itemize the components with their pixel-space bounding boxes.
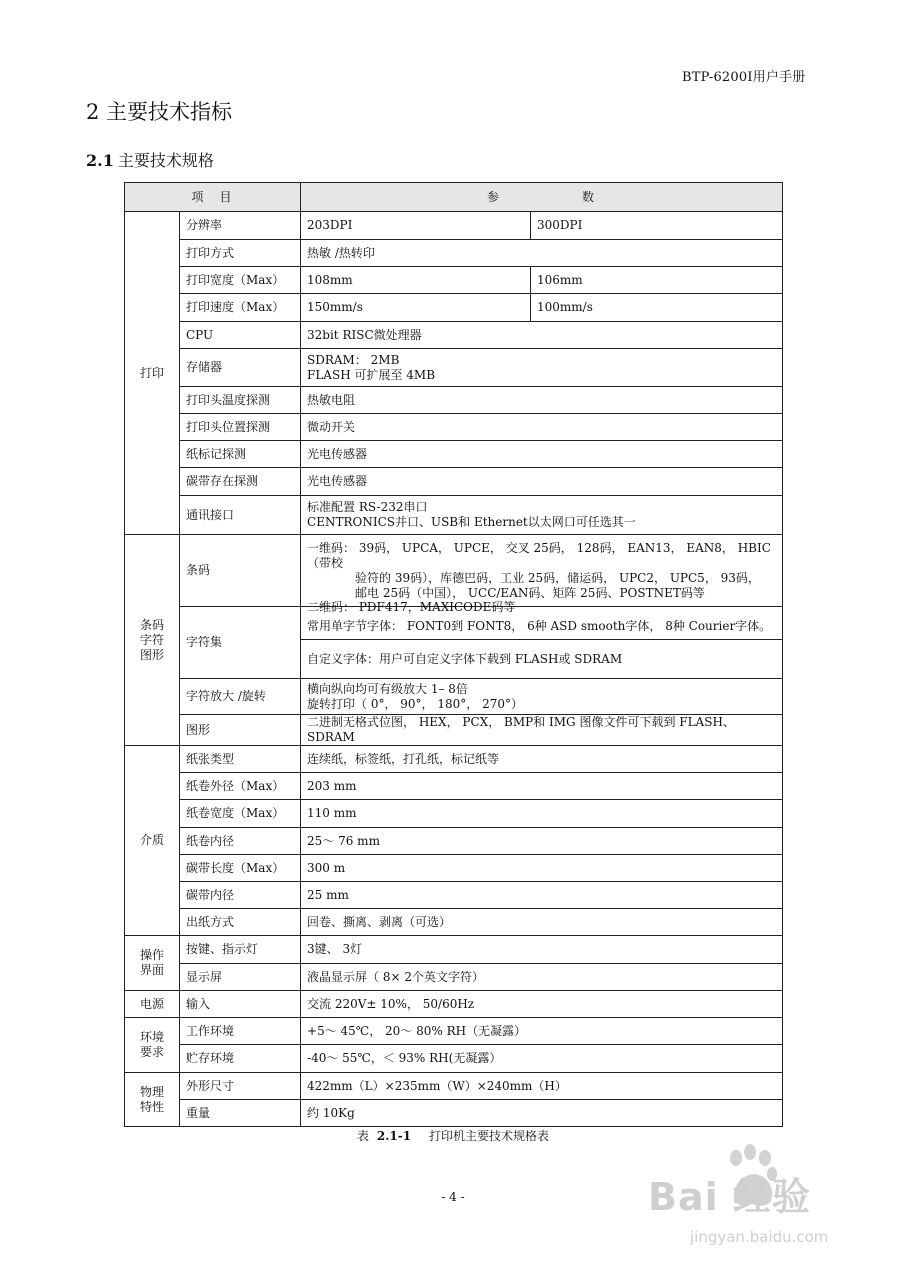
table-caption bbox=[0, 1127, 906, 1144]
row-value: 热敏 /热转印 bbox=[301, 240, 783, 267]
row-label: 纸张类型 bbox=[180, 746, 301, 773]
row-label: 图形 bbox=[180, 715, 301, 746]
barcode-line: 验符的 39码），库德巴码，工业 25码，储运码， UPC2， UPC5， 93码， bbox=[355, 570, 760, 585]
row-value: 106mm bbox=[531, 267, 783, 294]
row-value: 液晶显示屏（ 8× 2个英文字符） bbox=[301, 964, 783, 991]
group-operation-line: 操作 bbox=[139, 948, 164, 962]
header-param-right: 数 bbox=[582, 189, 597, 204]
table-row bbox=[125, 773, 783, 800]
table-row bbox=[125, 294, 783, 322]
table-row bbox=[125, 468, 783, 496]
row-label: 字符集 bbox=[180, 607, 301, 679]
subsection-heading bbox=[86, 148, 214, 171]
row-value: 150mm/s bbox=[301, 294, 531, 322]
row-label: 输入 bbox=[180, 991, 301, 1018]
row-label: 工作环境 bbox=[180, 1018, 301, 1045]
memory-line: SDRAM： 2MB bbox=[307, 352, 400, 367]
table-row bbox=[125, 855, 783, 882]
table-row bbox=[125, 496, 783, 535]
row-value bbox=[301, 496, 783, 535]
table-row bbox=[125, 1073, 783, 1100]
table-row bbox=[125, 909, 783, 936]
row-label: CPU bbox=[180, 322, 301, 349]
interface-line: 标准配置 RS-232串口 bbox=[307, 500, 428, 514]
group-barcode-line: 图形 bbox=[139, 647, 164, 662]
group-operation-line: 界面 bbox=[139, 963, 164, 977]
row-label: 按键、指示灯 bbox=[180, 936, 301, 964]
row-label: 纸标记探测 bbox=[180, 441, 301, 468]
barcode-line: 邮电 25码（中国）， UCC/EAN码、矩阵 25码、POSTNET码等 bbox=[355, 585, 705, 600]
row-value: 约 10Kg bbox=[301, 1100, 783, 1127]
row-value: 108mm bbox=[301, 267, 531, 294]
group-physical-line: 物理 bbox=[139, 1084, 164, 1099]
watermark bbox=[640, 1144, 870, 1264]
row-value bbox=[301, 600, 783, 640]
table-row bbox=[125, 715, 783, 746]
row-value: 203DPI bbox=[301, 212, 531, 240]
row-value: 300 m bbox=[301, 855, 783, 882]
row-label: 重量 bbox=[180, 1100, 301, 1127]
row-value: 回卷、撕离、剥离（可选） bbox=[301, 909, 783, 936]
row-value: 203 mm bbox=[301, 773, 783, 800]
row-label: 碳带长度（Max） bbox=[180, 855, 301, 882]
zoom-line: 横向纵向均可有级放大 1– 8倍 bbox=[307, 681, 468, 696]
row-label: 存储器 bbox=[180, 349, 301, 387]
table-row bbox=[125, 1018, 783, 1045]
row-label: 打印宽度（Max） bbox=[180, 267, 301, 294]
table-row bbox=[125, 991, 783, 1018]
group-barcode-line: 字符 bbox=[139, 632, 164, 647]
table-row bbox=[125, 414, 783, 441]
zoom-line: 旋转打印（ 0°， 90°， 180°， 270°） bbox=[307, 696, 523, 711]
table-row bbox=[125, 267, 783, 294]
table-row bbox=[125, 535, 783, 607]
row-label: 贮存环境 bbox=[180, 1045, 301, 1073]
subsection-number: 2.1 bbox=[86, 151, 114, 170]
row-label: 字符放大 /旋转 bbox=[180, 679, 301, 715]
memory-line: FLASH 可扩展至 4MB bbox=[307, 367, 436, 382]
row-value: 110 mm bbox=[301, 800, 783, 828]
row-value: 二进制无格式位图， HEX， PCX， BMP和 IMG 图像文件可下载到 FLASH、 SDRAM bbox=[301, 715, 783, 746]
caption-prefix: 表 bbox=[357, 1129, 370, 1143]
row-value: 32bit RISC微处理器 bbox=[301, 322, 783, 349]
row-value: 25～ 76 mm bbox=[301, 828, 783, 855]
header-params bbox=[301, 183, 783, 212]
group-environment-line: 环境 bbox=[139, 1030, 164, 1044]
row-value: +5～ 45℃， 20～ 80% RH（无凝露） bbox=[301, 1018, 783, 1045]
row-value: 交流 220V± 10%， 50/60Hz bbox=[301, 991, 783, 1018]
barcode-line: 一维码： 39码， UPCA， UPCE， 交叉 25码， 128码， EAN13， EAN8， HBIC（带校 bbox=[307, 540, 771, 570]
header-param-left: 参 bbox=[487, 189, 502, 204]
group-media: 介质 bbox=[125, 746, 180, 936]
row-value: 微动开关 bbox=[301, 414, 783, 441]
table-row bbox=[125, 882, 783, 909]
group-barcode-line: 条码 bbox=[139, 617, 164, 632]
section-title: 2 主要技术指标 bbox=[86, 100, 233, 124]
row-label: 打印速度（Max） bbox=[180, 294, 301, 322]
row-label: 纸卷宽度（Max） bbox=[180, 800, 301, 828]
row-value: 422mm（L）×235mm（W）×240mm（H） bbox=[301, 1073, 783, 1100]
row-value: 连续纸，标签纸，打孔纸，标记纸等 bbox=[301, 746, 783, 773]
barcode-2d-line: 二维码： PDF417，MAXICODE码等 bbox=[307, 600, 516, 614]
row-label: 出纸方式 bbox=[180, 909, 301, 936]
row-value bbox=[301, 535, 783, 607]
caption-number: 2.1-1 bbox=[376, 1129, 412, 1143]
spec-table bbox=[124, 182, 783, 1127]
row-label: 纸卷内径 bbox=[180, 828, 301, 855]
table-row bbox=[125, 964, 783, 991]
row-value: 光电传感器 bbox=[301, 441, 783, 468]
row-value: 300DPI bbox=[531, 212, 783, 240]
group-print: 打印 bbox=[125, 212, 180, 535]
row-value bbox=[301, 349, 783, 387]
watermark-text: Bai 经验 bbox=[648, 1175, 811, 1219]
manual-title: BTP-6200I用户手册 bbox=[682, 70, 806, 85]
row-label: 碳带存在探测 bbox=[180, 468, 301, 496]
table-row bbox=[125, 212, 783, 240]
row-value: 热敏电阻 bbox=[301, 387, 783, 414]
row-value: 100mm/s bbox=[531, 294, 783, 322]
header-item: 项 目 bbox=[125, 183, 301, 212]
group-environment bbox=[125, 1018, 180, 1073]
table-row bbox=[125, 679, 783, 715]
table-row bbox=[125, 240, 783, 267]
row-label: 打印头温度探测 bbox=[180, 387, 301, 414]
group-physical-line: 特性 bbox=[139, 1099, 164, 1114]
row-label: 分辨率 bbox=[180, 212, 301, 240]
row-value: 3键、 3灯 bbox=[301, 936, 783, 964]
row-label: 通讯接口 bbox=[180, 496, 301, 535]
row-label: 纸卷外径（Max） bbox=[180, 773, 301, 800]
table-row bbox=[125, 1100, 783, 1127]
row-label: 打印头位置探测 bbox=[180, 414, 301, 441]
row-label: 打印方式 bbox=[180, 240, 301, 267]
table-row bbox=[125, 607, 783, 640]
group-barcode bbox=[125, 535, 180, 746]
table-row bbox=[125, 828, 783, 855]
row-label: 显示屏 bbox=[180, 964, 301, 991]
caption-title: 打印机主要技术规格表 bbox=[428, 1129, 549, 1143]
table-row bbox=[125, 936, 783, 964]
table-header-row bbox=[125, 183, 783, 212]
row-value: 自定义字体：用户可自定义字体下载到 FLASH或 SDRAM bbox=[301, 640, 783, 679]
row-value bbox=[301, 679, 783, 715]
row-label: 条码 bbox=[180, 535, 301, 607]
page-number: - 4 - bbox=[441, 1190, 465, 1204]
table-row bbox=[125, 800, 783, 828]
charset-line: 常用单字节字体： FONT0到 FONT8， 6种 ASD smooth字体， 8种 Courier字体。 bbox=[307, 619, 772, 633]
table-row bbox=[125, 441, 783, 468]
group-physical bbox=[125, 1073, 180, 1127]
table-row bbox=[125, 746, 783, 773]
table-row bbox=[125, 1045, 783, 1073]
table-row bbox=[125, 387, 783, 414]
group-operation bbox=[125, 936, 180, 991]
subsection-title: 主要技术规格 bbox=[117, 151, 214, 170]
row-value: -40～ 55℃，＜ 93% RH(无凝露） bbox=[301, 1045, 783, 1073]
table-row bbox=[125, 349, 783, 387]
row-value: 25 mm bbox=[301, 882, 783, 909]
row-value: 光电传感器 bbox=[301, 468, 783, 496]
table-row bbox=[125, 322, 783, 349]
row-label: 外形尺寸 bbox=[180, 1073, 301, 1100]
group-environment-line: 要求 bbox=[139, 1045, 164, 1059]
interface-line: CENTRONICS并口、USB和 Ethernet以太网口可任选其一 bbox=[307, 515, 636, 529]
row-label: 碳带内径 bbox=[180, 882, 301, 909]
group-power: 电源 bbox=[125, 991, 180, 1018]
watermark-url: jingyan.baidu.com bbox=[690, 1228, 829, 1246]
